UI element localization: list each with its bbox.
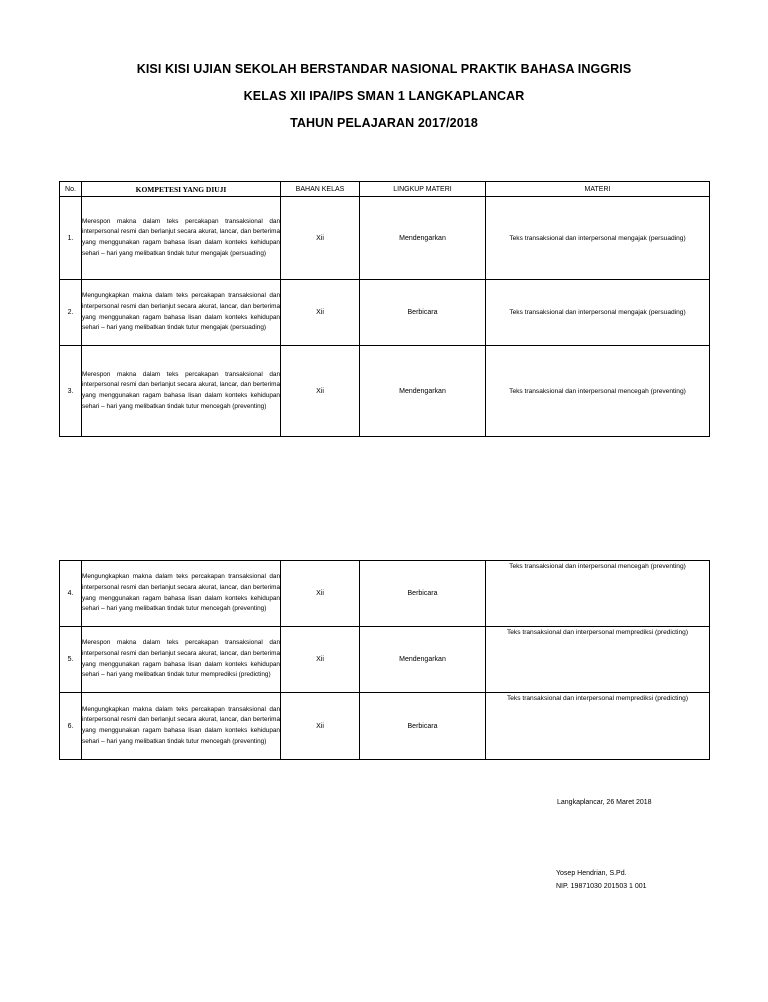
document-title: KISI KISI UJIAN SEKOLAH BERSTANDAR NASIONAL PRAKTIK BAHASA INGGRIS bbox=[136, 62, 632, 76]
header-materi: MATERI bbox=[486, 182, 710, 197]
row-kompetensi: Mengungkapkan makna dalam teks percakapan transaksional dan interpersonal resmi dan berlanjut secara akurat, lancar, dan berterima yang menggunakan ragam bahasa lisan dalam konteks kehidupan sehari – hari yang melibatkan tindak tutur mencegah (preventing) bbox=[82, 561, 281, 627]
row-materi: Teks transaksional dan interpersonal mengajak (persuading) bbox=[486, 280, 710, 346]
row-bahan-kelas: Xii bbox=[281, 561, 360, 627]
row-kompetensi: Merespon makna dalam teks percakapan transaksional dan interpersonal resmi dan berlanjut secara akurat, lancar, dan berterima yang menggunakan ragam bahasa lisan dalam konteks kehidupan sehari – hari yang melibatkan tindak tutur mengajak (persuading) bbox=[82, 197, 281, 280]
row-kompetensi: Merespon makna dalam teks percakapan transaksional dan interpersonal resmi dan berlanjut secara akurat, lancar, dan berterima yang menggunakan ragam bahasa lisan dalam konteks kehidupan sehari – hari yang melibatkan tindak tutur mencegah (preventing) bbox=[82, 346, 281, 437]
signer-nip: NIP. 19871030 201503 1 001 bbox=[556, 883, 647, 890]
row-bahan-kelas: Xii bbox=[281, 280, 360, 346]
row-bahan-kelas: Xii bbox=[281, 197, 360, 280]
row-number: 1. bbox=[60, 197, 82, 280]
document-subtitle-year: TAHUN PELAJARAN 2017/2018 bbox=[290, 116, 478, 130]
row-lingkup-materi: Mendengarkan bbox=[360, 627, 486, 693]
row-lingkup-materi: Berbicara bbox=[360, 561, 486, 627]
table-row bbox=[60, 627, 710, 693]
header-bahan-kelas: BAHAN KELAS bbox=[281, 182, 360, 197]
row-number: 6. bbox=[60, 693, 82, 760]
row-bahan-kelas: Xii bbox=[281, 346, 360, 437]
table-row bbox=[60, 280, 710, 346]
header-no: No. bbox=[60, 182, 82, 197]
row-kompetensi: Mengungkapkan makna dalam teks percakapan transaksional dan interpersonal resmi dan berlanjut secara akurat, lancar, dan berterima yang menggunakan ragam bahasa lisan dalam konteks kehidupan sehari – hari yang melibatkan tindak tutur mencegah (preventing) bbox=[82, 693, 281, 760]
header-kompetensi: KOMPETESI YANG DIUJI bbox=[82, 182, 281, 197]
row-number: 5. bbox=[60, 627, 82, 693]
row-kompetensi: Mengungkapkan makna dalam teks percakapan transaksional dan interpersonal resmi dan berlanjut secara akurat, lancar, dan berterima yang menggunakan ragam bahasa lisan dalam konteks kehidupan sehari – hari yang melibatkan tindak tutur mengajak (persuading) bbox=[82, 280, 281, 346]
table-header-row bbox=[60, 182, 710, 197]
document-subtitle-class: KELAS XII IPA/IPS SMAN 1 LANGKAPLANCAR bbox=[243, 89, 525, 103]
row-bahan-kelas: Xii bbox=[281, 693, 360, 760]
table-row bbox=[60, 561, 710, 627]
row-bahan-kelas: Xii bbox=[281, 627, 360, 693]
table-row bbox=[60, 197, 710, 280]
row-lingkup-materi: Berbicara bbox=[360, 693, 486, 760]
signature-place-date: Langkaplancar, 26 Maret 2018 bbox=[557, 799, 652, 806]
header-lingkup-materi: LINGKUP MATERI bbox=[360, 182, 486, 197]
row-lingkup-materi: Mendengarkan bbox=[360, 197, 486, 280]
row-lingkup-materi: Berbicara bbox=[360, 280, 486, 346]
row-materi: Teks transaksional dan interpersonal mencegah (preventing) bbox=[486, 561, 710, 627]
row-materi: Teks transaksional dan interpersonal memprediksi (predicting) bbox=[486, 627, 710, 693]
signer-name: Yosep Hendrian, S.Pd. bbox=[556, 870, 627, 877]
row-number: 2. bbox=[60, 280, 82, 346]
row-number: 4. bbox=[60, 561, 82, 627]
table-row bbox=[60, 346, 710, 437]
kisi-table-page-part-2 bbox=[59, 560, 710, 760]
row-materi: Teks transaksional dan interpersonal mengajak (persuading) bbox=[486, 197, 710, 280]
row-lingkup-materi: Mendengarkan bbox=[360, 346, 486, 437]
row-number: 3. bbox=[60, 346, 82, 437]
kisi-table-page-part-1 bbox=[59, 181, 710, 437]
row-materi: Teks transaksional dan interpersonal memprediksi (predicting) bbox=[486, 693, 710, 760]
row-materi: Teks transaksional dan interpersonal mencegah (preventing) bbox=[486, 346, 710, 437]
row-kompetensi: Merespon makna dalam teks percakapan transaksional dan interpersonal resmi dan berlanjut secara akurat, lancar, dan berterima yang menggunakan ragam bahasa lisan dalam konteks kehidupan sehari – hari yang melibatkan tindak tutur memprediksi (predicting) bbox=[82, 627, 281, 693]
table-row bbox=[60, 693, 710, 760]
